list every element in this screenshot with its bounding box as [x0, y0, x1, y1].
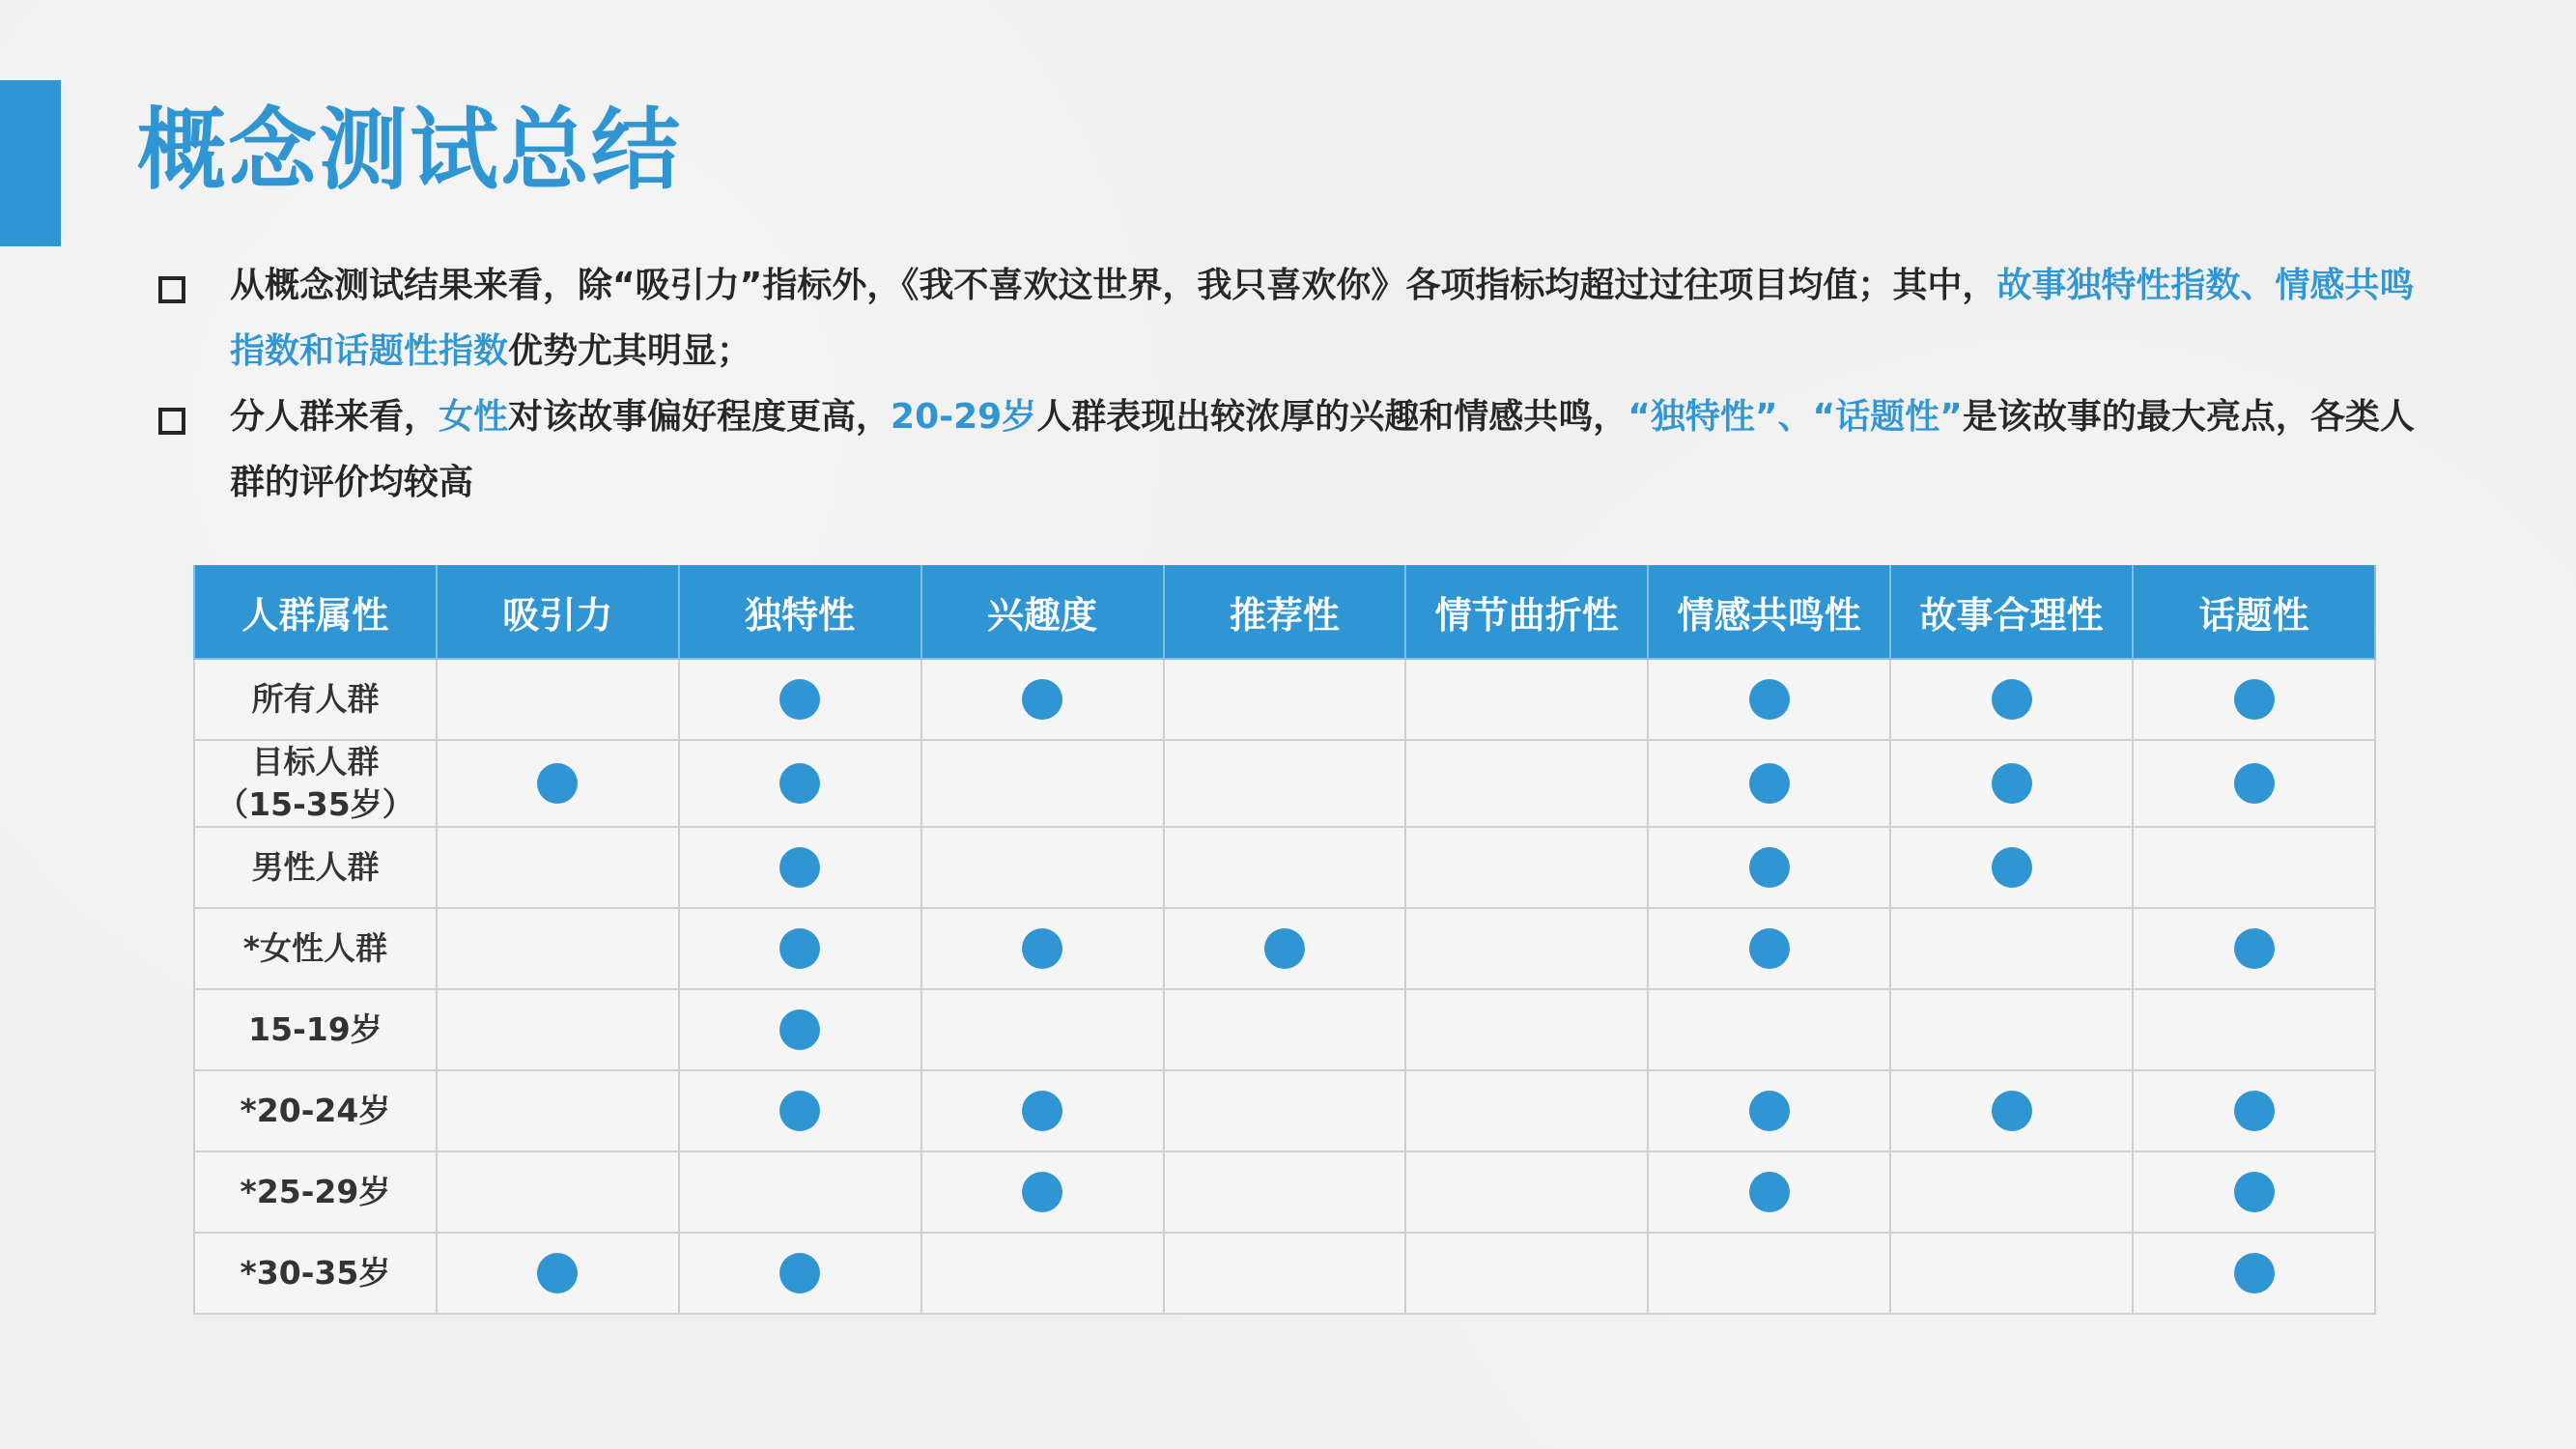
table-cell [437, 1233, 679, 1314]
highlight-dot-icon [1022, 928, 1062, 969]
table-cell [2133, 1070, 2375, 1151]
row-label: 男性人群 [194, 827, 437, 908]
row-label: *女性人群 [194, 908, 437, 989]
bullet-text [230, 266, 2414, 371]
highlight-dot-icon [779, 763, 820, 804]
highlight-dot-icon [1749, 1091, 1790, 1131]
table-cell [2133, 908, 2375, 989]
concept-test-matrix [193, 565, 2376, 1315]
table-cell [921, 1070, 1164, 1151]
square-bullet-icon [158, 276, 185, 303]
highlight-dot-icon [537, 1253, 578, 1293]
table-row [194, 1070, 2375, 1151]
header-emotional-resonance: 情感共鸣性 [1648, 565, 1890, 659]
header-story-logic: 故事合理性 [1890, 565, 2133, 659]
table-cell [679, 1070, 921, 1151]
highlight-dot-icon [779, 679, 820, 720]
table-cell [1648, 740, 1890, 827]
table-cell [921, 659, 1164, 740]
header-uniqueness: 独特性 [679, 565, 921, 659]
table-cell [2133, 827, 2375, 908]
bullet-highlight: “独特性”、“话题性” [1628, 397, 1963, 437]
highlight-dot-icon [1264, 928, 1305, 969]
table-cell [1648, 827, 1890, 908]
table-cell [679, 1151, 921, 1233]
table-cell [1648, 989, 1890, 1070]
page-title: 概念测试总结 [137, 99, 683, 202]
highlight-dot-icon [2234, 928, 2275, 969]
header-interest: 兴趣度 [921, 565, 1164, 659]
highlight-dot-icon [779, 1009, 820, 1050]
bullet-text-part: 人群表现出较浓厚的兴趣和情感共鸣， [1036, 397, 1628, 437]
table-cell [679, 1233, 921, 1314]
bullet-text-part: 从概念测试结果来看，除“吸引力”指标外，《我不喜欢这世界，我只喜欢你》各项指标均超过过往项目均值；其中， [230, 266, 1997, 305]
table-cell [1164, 827, 1406, 908]
table-cell [1405, 1070, 1648, 1151]
highlight-dot-icon [2234, 1172, 2275, 1212]
highlight-dot-icon [537, 763, 578, 804]
table-cell [921, 989, 1164, 1070]
table-row [194, 740, 2375, 827]
highlight-dot-icon [2234, 763, 2275, 804]
table-row [194, 1151, 2375, 1233]
highlight-dot-icon [1992, 847, 2032, 888]
table-cell [679, 827, 921, 908]
row-label: 目标人群 （15-35岁） [194, 740, 437, 827]
highlight-dot-icon [2234, 1091, 2275, 1131]
highlight-dot-icon [779, 847, 820, 888]
table-cell [2133, 659, 2375, 740]
table-cell [1405, 908, 1648, 989]
bullet-text-part: 分人群来看， [230, 397, 439, 437]
highlight-dot-icon [1992, 679, 2032, 720]
table-cell [1405, 989, 1648, 1070]
table-cell [437, 1070, 679, 1151]
highlight-dot-icon [779, 928, 820, 969]
header-appeal: 吸引力 [437, 565, 679, 659]
bullet-highlight: 故事独特性指数、情感共鸣指数和话题性指数 [230, 266, 2415, 371]
bullet-highlight: 20-29岁 [891, 397, 1037, 437]
highlight-dot-icon [1022, 1091, 1062, 1131]
table-cell [1648, 659, 1890, 740]
highlight-dot-icon [1749, 847, 1790, 888]
table-cell [2133, 740, 2375, 827]
table-cell [1648, 1233, 1890, 1314]
table-cell [921, 827, 1164, 908]
table-cell [437, 989, 679, 1070]
highlight-dot-icon [2234, 1253, 2275, 1293]
table-row [194, 659, 2375, 740]
bullet-text-part: 是该故事的最大亮点，各类人群的评价均较高 [230, 397, 2415, 502]
table-row [194, 989, 2375, 1070]
table-header-row [194, 565, 2375, 659]
table-row [194, 827, 2375, 908]
table-body [194, 659, 2375, 1314]
table-cell [1890, 1151, 2133, 1233]
table-cell [1890, 908, 2133, 989]
bullet-text-part: 优势尤其明显； [508, 331, 752, 371]
table-cell [1648, 1070, 1890, 1151]
table-cell [1890, 659, 2133, 740]
table-cell [679, 989, 921, 1070]
square-bullet-icon [158, 408, 185, 435]
header-plot-twist: 情节曲折性 [1405, 565, 1648, 659]
row-label: 15-19岁 [194, 989, 437, 1070]
table-row [194, 1233, 2375, 1314]
table-cell [1405, 827, 1648, 908]
bullet-text [230, 397, 2415, 502]
header-segment: 人群属性 [194, 565, 437, 659]
table-cell [1648, 908, 1890, 989]
bullet-list [155, 253, 2415, 516]
bullet-highlight: 女性 [439, 397, 509, 437]
table-cell [1648, 1151, 1890, 1233]
table-cell [921, 908, 1164, 989]
table-cell [437, 1151, 679, 1233]
table-cell [1405, 659, 1648, 740]
table-cell [1164, 740, 1406, 827]
highlight-dot-icon [1992, 763, 2032, 804]
table-cell [1890, 1070, 2133, 1151]
highlight-dot-icon [1992, 1091, 2032, 1131]
table-cell [679, 908, 921, 989]
table-cell [1405, 1151, 1648, 1233]
table-cell [921, 740, 1164, 827]
highlight-dot-icon [1022, 679, 1062, 720]
highlight-dot-icon [1749, 1172, 1790, 1212]
table-cell [1164, 659, 1406, 740]
table-cell [679, 740, 921, 827]
table-cell [679, 659, 921, 740]
table-cell [1164, 989, 1406, 1070]
highlight-dot-icon [1749, 679, 1790, 720]
table-cell [2133, 1233, 2375, 1314]
table-cell [1164, 1233, 1406, 1314]
table-cell [1890, 740, 2133, 827]
table-cell [1890, 827, 2133, 908]
bullet-item-summary [155, 253, 2415, 384]
bullet-text-part: 对该故事偏好程度更高， [508, 397, 892, 437]
table-cell [921, 1151, 1164, 1233]
highlight-dot-icon [1022, 1172, 1062, 1212]
row-label: *30-35岁 [194, 1233, 437, 1314]
table-cell [1405, 1233, 1648, 1314]
table-cell [1890, 1233, 2133, 1314]
table-cell [437, 827, 679, 908]
table-cell [2133, 989, 2375, 1070]
table-cell [1890, 989, 2133, 1070]
header-topicality: 话题性 [2133, 565, 2375, 659]
title-accent-bar [0, 80, 61, 246]
table-cell [2133, 1151, 2375, 1233]
table-cell [1164, 1070, 1406, 1151]
table-cell [437, 659, 679, 740]
highlight-dot-icon [779, 1253, 820, 1293]
bullet-item-segments [155, 384, 2415, 516]
highlight-dot-icon [779, 1091, 820, 1131]
highlight-dot-icon [1749, 763, 1790, 804]
highlight-dot-icon [2234, 679, 2275, 720]
header-recommendation: 推荐性 [1164, 565, 1406, 659]
row-label: *25-29岁 [194, 1151, 437, 1233]
table-cell [437, 740, 679, 827]
table-cell [921, 1233, 1164, 1314]
table-cell [1164, 908, 1406, 989]
table-row [194, 908, 2375, 989]
row-label: 所有人群 [194, 659, 437, 740]
table-cell [437, 908, 679, 989]
table-cell [1164, 1151, 1406, 1233]
table-cell [1405, 740, 1648, 827]
row-label: *20-24岁 [194, 1070, 437, 1151]
highlight-dot-icon [1749, 928, 1790, 969]
